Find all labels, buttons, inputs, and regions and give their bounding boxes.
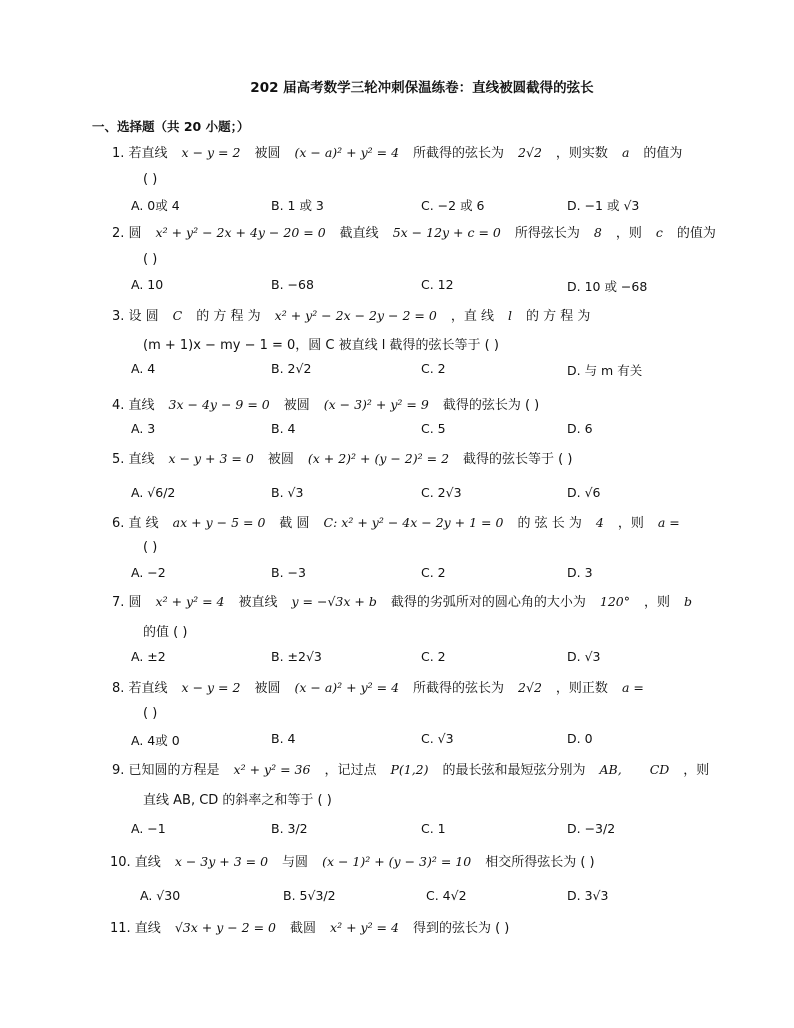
question-4-option-D[interactable]: D. 6 [567, 421, 593, 436]
stem-text: 6. 直 线 [112, 516, 159, 531]
question-6-stem-continued: ( ) [143, 540, 158, 555]
document-title: 202 届高考数学三轮冲刺保温练卷：直线被圆截得的弦长 [250, 80, 594, 96]
question-7-option-B[interactable]: B. ±2√3 [271, 649, 322, 664]
question-7-option-A[interactable]: A. ±2 [131, 649, 166, 664]
math-expression: x − 3y + 3 = 0 [174, 854, 269, 869]
math-expression: x² + y² = 4 [155, 594, 225, 609]
math-expression: l [507, 308, 512, 323]
math-expression: b [684, 594, 693, 609]
math-expression: (x − a)² + y² = 4 [294, 680, 400, 695]
question-7-option-C[interactable]: C. 2 [421, 649, 446, 664]
math-expression: x² + y² − 2x + 4y − 20 = 0 [155, 225, 326, 240]
question-3-stem-continued: (m + 1)x − my − 1 = 0，圆 C 被直线 l 截得的弦长等于 ( ) [143, 338, 499, 353]
math-expression: ax + y − 5 = 0 [172, 515, 266, 530]
question-2-option-A[interactable]: A. 10 [131, 277, 164, 292]
question-11-stem [110, 918, 700, 939]
question-3-stem [112, 306, 702, 327]
stem-text: 截得的弦长为 ( ) [442, 398, 540, 413]
question-7-stem [112, 592, 702, 613]
stem-text: 所截得的弦长为 [413, 146, 505, 161]
stem-text: 1. 若直线 [112, 146, 168, 161]
stem-text: 被圆 [254, 146, 281, 161]
question-5-option-D[interactable]: D. √6 [567, 485, 601, 500]
math-expression: 5x − 12y + c = 0 [392, 225, 501, 240]
question-1-option-B[interactable]: B. 1 或 3 [271, 198, 324, 213]
stem-text: 被圆 [267, 452, 294, 467]
stem-text: 8. 若直线 [112, 681, 168, 696]
question-10-option-D[interactable]: D. 3√3 [567, 888, 609, 903]
question-10-stem [110, 852, 700, 873]
stem-text: 的最长弦和最短弦分别为 [442, 763, 586, 778]
question-3-option-C[interactable]: C. 2 [421, 361, 446, 376]
question-9-option-B[interactable]: B. 3/2 [271, 821, 308, 836]
stem-text: 被圆 [254, 681, 281, 696]
question-6-option-D[interactable]: D. 3 [567, 565, 593, 580]
question-9-stem [112, 760, 710, 781]
stem-text: 4. 直线 [112, 398, 155, 413]
stem-text: 相交所得弦长为 ( ) [485, 855, 595, 870]
question-4-option-A[interactable]: A. 3 [131, 421, 156, 436]
stem-text: 3. 设 圆 [112, 309, 159, 324]
stem-text: 10. 直线 [110, 855, 161, 870]
math-expression: CD [649, 762, 670, 777]
question-9-option-A[interactable]: A. −1 [131, 821, 166, 836]
math-expression: a = [657, 515, 680, 530]
math-expression: (x + 2)² + (y − 2)² = 2 [307, 451, 450, 466]
math-expression: 2√2 [518, 680, 542, 695]
stem-text: 被圆 [283, 398, 310, 413]
question-10-option-C[interactable]: C. 4√2 [426, 888, 467, 903]
stem-text: 截得的弦长等于 ( ) [463, 452, 573, 467]
question-4-option-B[interactable]: B. 4 [271, 421, 296, 436]
math-expression: 2√2 [518, 145, 542, 160]
math-expression: c [655, 225, 663, 240]
question-8-stem-continued: ( ) [143, 706, 158, 721]
stem-text: ，则正数 [555, 681, 608, 696]
stem-text: ，则 [617, 516, 644, 531]
stem-text: ，则 [683, 763, 710, 778]
math-expression: 8 [593, 225, 602, 240]
stem-text: 截圆 [290, 921, 317, 936]
question-6-option-C[interactable]: C. 2 [421, 565, 446, 580]
question-5-option-A[interactable]: A. √6/2 [131, 485, 176, 500]
math-expression: C [172, 308, 183, 323]
question-2-option-C[interactable]: C. 12 [421, 277, 454, 292]
stem-text: 的值为 [643, 146, 683, 161]
stem-text: 的 弦 长 为 [517, 516, 582, 531]
math-expression: C: x² + y² − 4x − 2y + 1 = 0 [323, 515, 504, 530]
question-2-option-B[interactable]: B. −68 [271, 277, 314, 292]
stem-text: 2. 圆 [112, 226, 142, 241]
stem-text: 的 方 程 为 [525, 309, 591, 324]
stem-text: 7. 圆 [112, 595, 142, 610]
math-expression: AB, [599, 762, 622, 777]
math-expression: y = −√3x + b [291, 594, 377, 609]
stem-text: ，记过点 [324, 763, 377, 778]
math-expression: x − y = 2 [181, 145, 241, 160]
stem-text: 得到的弦长为 ( ) [412, 921, 510, 936]
question-3-option-A[interactable]: A. 4 [131, 361, 156, 376]
math-expression: x² + y² = 4 [330, 920, 399, 935]
stem-text: ，直 线 [450, 309, 494, 324]
question-9-option-C[interactable]: C. 1 [421, 821, 446, 836]
stem-text: 所截得的弦长为 [413, 681, 505, 696]
question-8-option-C[interactable]: C. √3 [421, 731, 454, 746]
math-expression: a = [621, 680, 644, 695]
question-8-option-A[interactable]: A. 4或 0 [131, 733, 180, 748]
question-7-stem-continued: 的值 ( ) [143, 625, 188, 640]
math-expression: 4 [595, 515, 604, 530]
math-expression: (x − a)² + y² = 4 [294, 145, 400, 160]
stem-text: 11. 直线 [110, 921, 161, 936]
question-5-stem [112, 449, 702, 470]
stem-text: 的值为 [676, 226, 716, 241]
question-6-stem [112, 513, 702, 534]
stem-text: 9. 已知圆的方程是 [112, 763, 220, 778]
math-expression: x² + y² − 2x − 2y − 2 = 0 [274, 308, 437, 323]
question-6-option-A[interactable]: A. −2 [131, 565, 166, 580]
question-1-option-C[interactable]: C. −2 或 6 [421, 198, 485, 213]
stem-text: 被直线 [238, 595, 278, 610]
question-3-option-D[interactable]: D. 与 m 有关 [567, 363, 643, 378]
question-8-option-D[interactable]: D. 0 [567, 731, 593, 746]
math-expression: √3x + y − 2 = 0 [174, 920, 277, 935]
question-2-stem-continued: ( ) [143, 252, 158, 267]
stem-text: 的 方 程 为 [196, 309, 261, 324]
question-6-option-B[interactable]: B. −3 [271, 565, 306, 580]
math-expression: 120° [599, 594, 630, 609]
math-expression: a [621, 145, 630, 160]
question-5-option-B[interactable]: B. √3 [271, 485, 304, 500]
question-10-option-A[interactable]: A. √30 [140, 888, 181, 903]
question-4-stem [112, 395, 702, 416]
question-1-option-D[interactable]: D. −1 或 √3 [567, 198, 640, 213]
math-expression: x − y = 2 [181, 680, 241, 695]
stem-text: 5. 直线 [112, 452, 155, 467]
question-5-option-C[interactable]: C. 2√3 [421, 485, 462, 500]
stem-text: 截得的劣弧所对的圆心角的大小为 [390, 595, 586, 610]
question-1-stem [112, 143, 702, 164]
math-expression: x² + y² = 36 [233, 762, 311, 777]
question-1-stem-continued: ( ) [143, 172, 158, 187]
question-2-stem [112, 223, 716, 244]
question-9-option-D[interactable]: D. −3/2 [567, 821, 616, 836]
question-8-option-B[interactable]: B. 4 [271, 731, 296, 746]
question-4-option-C[interactable]: C. 5 [421, 421, 446, 436]
math-expression: (x − 1)² + (y − 3)² = 10 [322, 854, 472, 869]
stem-text: 截 圆 [279, 516, 310, 531]
math-expression: x − y + 3 = 0 [168, 451, 254, 466]
stem-text: 截直线 [339, 226, 379, 241]
math-expression: (x − 3)² + y² = 9 [323, 397, 429, 412]
stem-text: 所得弦长为 [514, 226, 580, 241]
question-9-stem-continued: 直线 AB, CD 的斜率之和等于 ( ) [143, 793, 332, 808]
math-expression: 3x − 4y − 9 = 0 [168, 397, 270, 412]
question-3-option-B[interactable]: B. 2√2 [271, 361, 312, 376]
question-10-option-B[interactable]: B. 5√3/2 [283, 888, 336, 903]
math-expression: P(1,2) [390, 762, 429, 777]
question-1-option-A[interactable]: A. 0或 4 [131, 198, 180, 213]
question-8-stem [112, 678, 702, 699]
stem-text: ，则 [615, 226, 642, 241]
question-2-option-D[interactable]: D. 10 或 −68 [567, 279, 648, 294]
question-7-option-D[interactable]: D. √3 [567, 649, 601, 664]
section-heading: 一、选择题（共 20 小题；） [92, 119, 250, 134]
stem-text: 与圆 [282, 855, 309, 870]
stem-text: ，则实数 [555, 146, 608, 161]
stem-text: ，则 [643, 595, 670, 610]
